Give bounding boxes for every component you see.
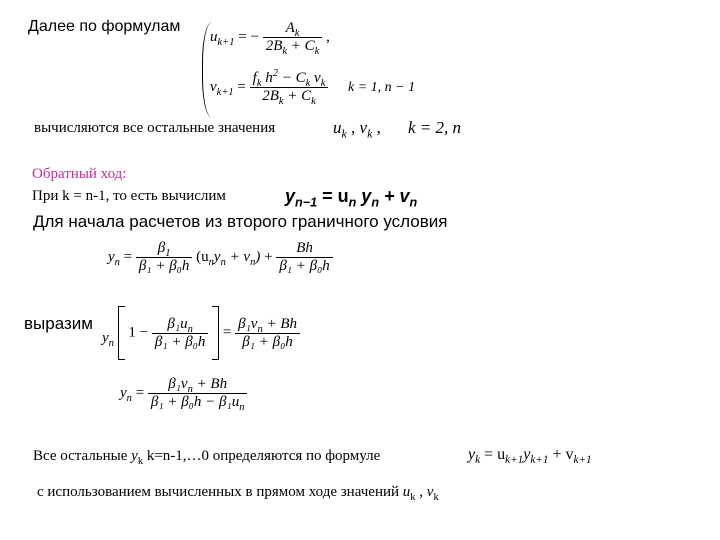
v-recurrence: $v_{k+1}$ = $\frac{f_k h^2 - C_k v_k}{2B_k + C_k}$	[210, 70, 328, 105]
yk-formula: $y_k = u_{k+1}y_{k+1} + v_{k+1}$	[468, 446, 592, 467]
express-text: выразим	[24, 314, 93, 333]
uk-vk: $u_k$ , $v_k$ ,	[333, 118, 381, 141]
yn-equation: $y_n$ = $\frac{\beta_1v_n + Bh}{\beta_1 + \beta_0h - \beta_1u_n}$	[120, 376, 247, 411]
rest-text: Все остальные $y_k$ k=n-1,…0 определяются по формуле	[33, 448, 381, 467]
range-k-1: k = 1, n − 1	[348, 80, 416, 95]
remaining-values-text: вычисляются все остальные значения	[34, 120, 276, 136]
start-text: Для начала расчетов из второго граничного условия	[33, 212, 448, 231]
range-k-2: k = 2, n	[408, 118, 462, 137]
last-text: с использованием вычисленных в прямом ходе значений $u_k$ , $v_k$	[37, 484, 439, 503]
reverse-formula: $y_{n-1} = u_n$ $y_n + v_n$	[285, 186, 418, 210]
intro-text: Далее по формулам	[28, 18, 181, 35]
reverse-text: При k = n-1, то есть вычислим	[32, 188, 226, 204]
expressed-equation: $y_n$ 1 − $\frac{\beta_1u_n}{\text{β₁ + β₀h}}$ = $\frac{\beta_1v_n + Bh}{\text{β₁ + β₀h}}$	[102, 306, 300, 360]
reverse-heading: Обратный ход:	[32, 166, 127, 182]
boundary-equation: $y_n$ = $\frac{\beta_1}{\text{β₁ + β₀h}}$ $(u_ny_n + v_n)$ + $\frac{Bh}{\text{β₁ + β₀h}}$	[108, 240, 333, 275]
u-recurrence: $u_{k+1}$ = − $\frac{A_k}{2B_k + C_k}$ ,	[210, 20, 330, 57]
